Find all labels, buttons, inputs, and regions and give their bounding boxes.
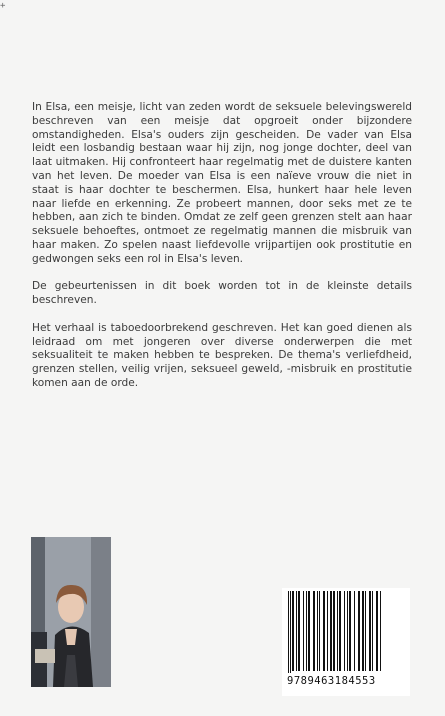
- barcode-bar: [349, 591, 351, 671]
- barcode-bar: [337, 591, 338, 671]
- barcode-bar: [365, 591, 366, 671]
- blurb-paragraph-3: Het verhaal is taboedoorbrekend geschreven. Het kan goed dienen als leidraad om met jongeren over diverse onderwerpen die met seksualiteit te maken hebben te bespreken. De thema's verliefdheid, grenzen stellen, veilig vrijen, seksueel geweld, -misbruik en prostitutie komen aan de orde.: [32, 321, 412, 389]
- barcode-bar: [380, 591, 381, 671]
- barcode-bar: [358, 591, 360, 671]
- barcode-bar: [354, 591, 355, 671]
- barcode: [282, 588, 410, 696]
- barcode-bar: [317, 591, 318, 671]
- barcode-bar: [327, 591, 328, 671]
- barcode-bar: [362, 591, 364, 671]
- barcode-bar: [330, 591, 332, 671]
- author-photo: [31, 537, 111, 687]
- barcode-bar: [347, 591, 348, 671]
- barcode-bar: [339, 591, 341, 671]
- barcode-bar: [292, 591, 294, 671]
- blurb-text: [32, 101, 412, 405]
- barcode-bar: [303, 591, 304, 671]
- barcode-bar: [313, 591, 315, 671]
- barcode-bar: [319, 591, 320, 671]
- barcode-bar: [308, 591, 310, 671]
- barcode-bar: [290, 591, 291, 673]
- isbn-digits: 9789463184553: [287, 675, 376, 687]
- barcode-bar: [288, 591, 289, 673]
- barcode-bars: [286, 591, 406, 673]
- blurb-paragraph-2: De gebeurtenissen in dit boek worden tot in de kleinste details beschreven.: [32, 280, 412, 307]
- barcode-bar: [369, 591, 371, 671]
- barcode-bar: [323, 591, 325, 671]
- barcode-bar: [344, 591, 345, 671]
- barcode-bar: [298, 591, 300, 671]
- author-portrait-icon: [31, 537, 111, 687]
- barcode-bar: [296, 591, 297, 671]
- barcode-bar: [306, 591, 307, 671]
- blurb-paragraph-1: In Elsa, een meisje, licht van zeden wordt de seksuele belevingswereld beschreven van een meisje dat opgroeit onder bijzondere omstandigheden. Elsa's ouders zijn gescheiden. De vader van Elsa leidt een losbandig bestaan waar hij zijn, nog jonge dochter, deel van laat uitmaken. Hij confronteert haar regelmatig met de duistere kanten van het leven. De moeder van Elsa is een naïeve vrouw die niet in staat is haar dochter te beschermen. Elsa, hunkert haar hele leven naar liefde en erkenning. Ze probeert mannen, door seks met ze te hebben, aan zich te binden. Omdat ze zelf geen grenzen stelt aan haar seksuele behoeftes, ontmoet ze regelmatig mannen die misbruik van haar maken. Zo spelen naast liefdevolle vrijpartijen ook prostitutie en gedwongen seks een rol in Elsa's leven.: [32, 101, 412, 265]
- corner-mark: +: [0, 1, 6, 11]
- barcode-bar: [333, 591, 335, 671]
- barcode-bar: [372, 591, 373, 671]
- barcode-bar: [376, 591, 378, 671]
